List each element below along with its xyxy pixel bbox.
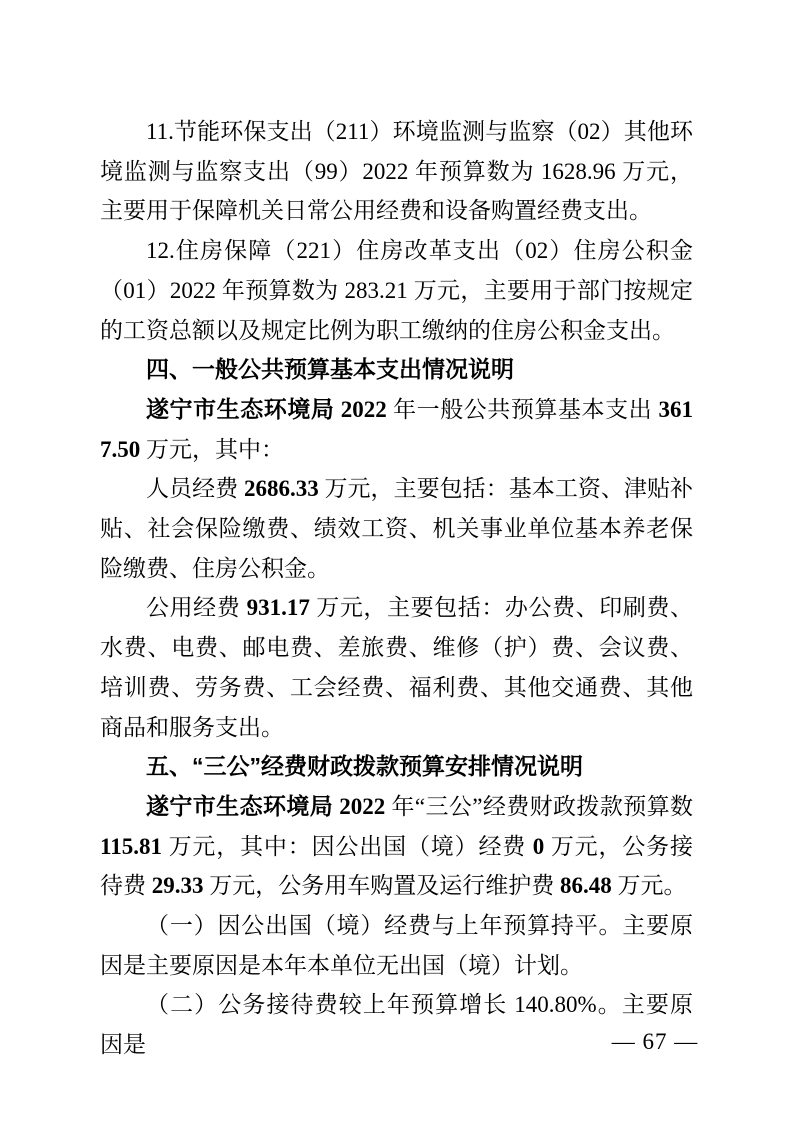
- bold-amount-total: 3617.50: [100, 396, 694, 462]
- bold-amount-public: 931.17: [246, 595, 310, 621]
- bold-bureau-year: 遂宁市生态环境局 2022: [146, 793, 392, 819]
- section-heading-three-public-funds: 五、“三公”经费财政拨款预算安排情况说明: [146, 753, 583, 780]
- paragraph-item-2-reception-expense: （二）公务接待费较上年预算增长 140.80%。主要原因是: [100, 992, 693, 1058]
- text-segment: 万元。: [611, 873, 687, 899]
- text-segment: 万元，主要包括：基本工资、津贴补贴、社会保险缴费、绩效工资、机关事业单位基本养老保险缴费、住房公积金。: [100, 476, 694, 581]
- bold-amount-abroad: 0: [532, 833, 545, 859]
- text-segment: 万元，其中：因公出国（境）经费: [161, 833, 533, 859]
- paragraph-personnel-expense: [100, 469, 693, 588]
- text-segment: 万元，公务用车购置及运行维护费: [203, 873, 560, 899]
- page-number: — 67 —: [611, 1029, 699, 1054]
- document-body: [100, 112, 693, 1065]
- bold-bureau-year: 遂宁市生态环境局 2022: [146, 396, 394, 422]
- bold-amount-three-public: 115.81: [100, 833, 162, 859]
- text-segment: 万元，公务接待费: [100, 833, 694, 899]
- paragraph-energy-environment-expenditure: 11.节能环保支出（211）环境监测与监察（02）其他环境监测与监察支出（99）2022 年预算数为 1628.96 万元，主要用于保障机关日常公用经费和设备购置经费支出。: [100, 119, 693, 224]
- paragraph-three-public-funds-total: [100, 787, 693, 906]
- paragraph-public-expense: [100, 588, 693, 747]
- bold-amount-reception: 29.33: [151, 873, 204, 899]
- section-heading-basic-expenditure: 四、一般公共预算基本支出情况说明: [146, 356, 514, 383]
- text-segment: 年“三公”经费财政拨款预算数: [391, 793, 694, 819]
- paragraph-basic-expenditure-total: [100, 390, 693, 469]
- text-segment: 万元，其中：: [140, 436, 284, 462]
- text-segment: 年一般公共预算基本支出: [393, 396, 659, 422]
- text-segment: 万元，主要包括：办公费、印刷费、水费、电费、邮电费、差旅费、维修（护）费、会议费、培训费、劳务费、工会经费、福利费、其他交通费、其他商品和服务支出。: [100, 595, 694, 740]
- paragraph-item-1-abroad-expense: （一）因公出国（境）经费与上年预算持平。主要原因是主要原因是本年本单位无出国（境）计划。: [100, 913, 693, 978]
- text-segment: 人员经费: [146, 476, 244, 502]
- bold-amount-vehicle: 86.48: [560, 873, 612, 899]
- text-segment: 公用经费: [146, 595, 247, 621]
- bold-amount-personnel: 2686.33: [243, 476, 319, 502]
- paragraph-housing-security-expenditure: 12.住房保障（221）住房改革支出（02）住房公积金（01）2022 年预算数为 283.21 万元，主要用于部门按规定的工资总额以及规定比例为职工缴纳的住房公积金支出。: [100, 238, 693, 343]
